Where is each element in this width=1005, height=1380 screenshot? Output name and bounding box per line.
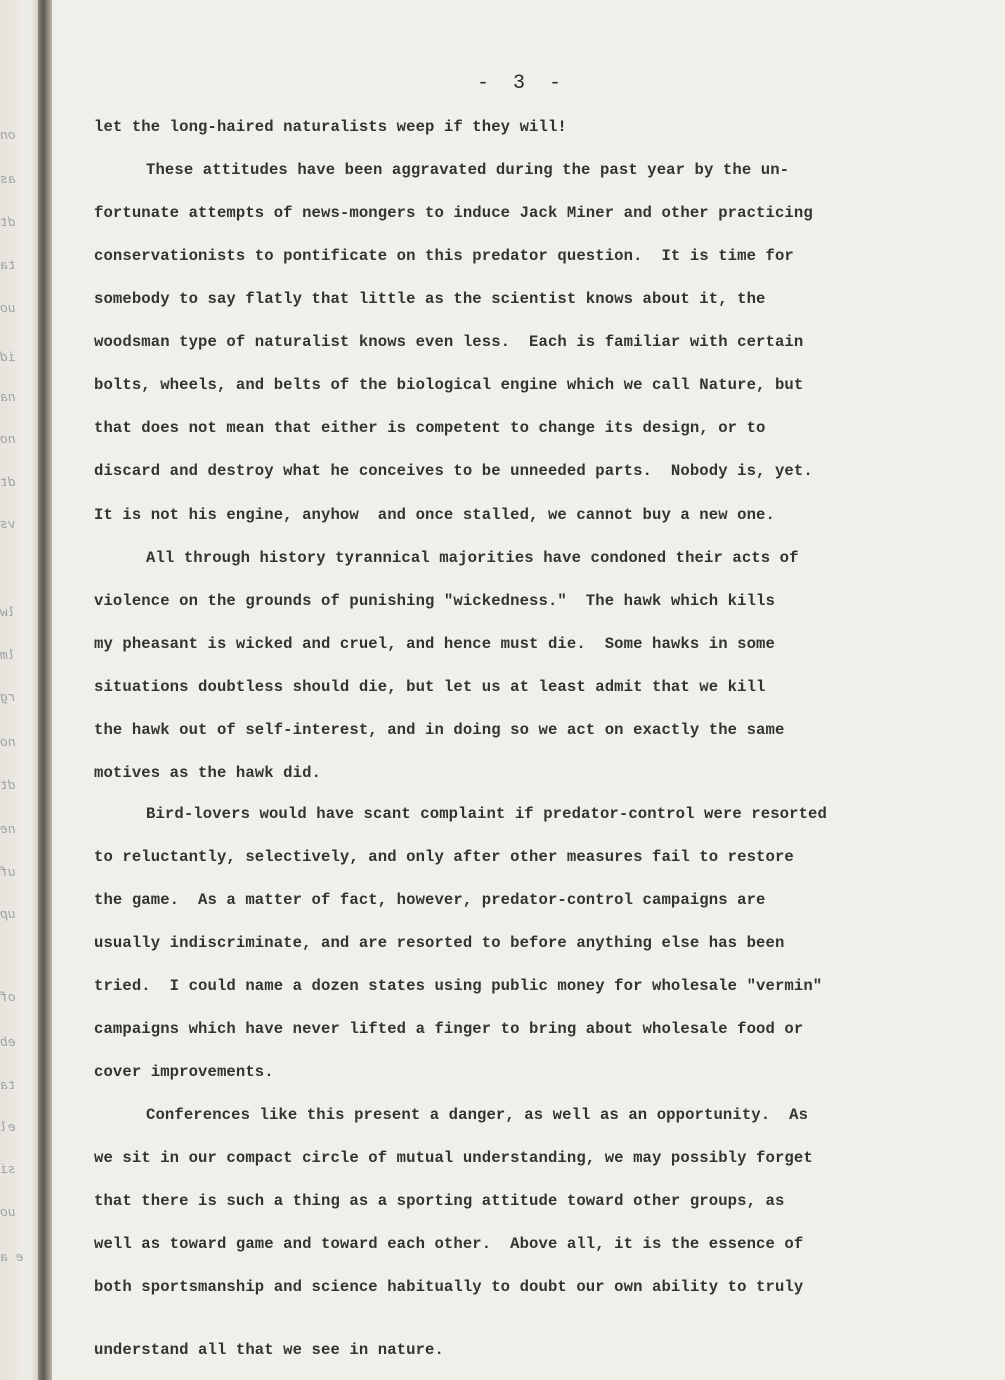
- bleed-through-text: eb: [0, 1035, 16, 1050]
- text-line: usually indiscriminate, and are resorted to before anything else has been: [94, 934, 785, 952]
- text-line: well as toward game and toward each other. Above all, it is the essence of: [94, 1235, 804, 1253]
- bleed-through-text: up: [0, 907, 16, 922]
- bleed-through-text: uo: [0, 301, 16, 316]
- text-line: somebody to say flatly that little as the scientist knows about it, the: [94, 290, 766, 308]
- bleed-through-text: dt: [0, 475, 16, 490]
- bleed-through-text: on: [0, 128, 16, 143]
- text-line: violence on the grounds of punishing "wickedness." The hawk which kills: [94, 592, 775, 610]
- bleed-through-text: dt: [0, 778, 16, 793]
- bleed-through-text: as: [0, 172, 16, 187]
- bleed-through-text: no: [0, 432, 16, 447]
- bleed-through-text: uo: [0, 1205, 16, 1220]
- text-line: motives as the hawk did.: [94, 764, 321, 782]
- text-line: both sportsmanship and science habitually to doubt our own ability to truly: [94, 1278, 804, 1296]
- bleed-through-text: si: [0, 1162, 16, 1177]
- bleed-through-text: dt: [0, 215, 16, 230]
- page-number: - 3 -: [476, 72, 567, 95]
- text-line: Bird-lovers would have scant complaint if predator-control were resorted: [146, 805, 827, 823]
- bleed-through-text: lm: [0, 648, 16, 663]
- text-line: fortunate attempts of news-mongers to induce Jack Miner and other practicing: [94, 204, 813, 222]
- bleed-through-text: uf: [0, 865, 16, 880]
- bleed-through-text: vs: [0, 517, 16, 532]
- bleed-through-text: ta: [0, 1078, 16, 1093]
- text-line: the game. As a matter of fact, however, predator-control campaigns are: [94, 891, 766, 909]
- text-line: bolts, wheels, and belts of the biological engine which we call Nature, but: [94, 376, 804, 394]
- text-line: conservationists to pontificate on this predator question. It is time for: [94, 247, 794, 265]
- bleed-through-text: of: [0, 990, 16, 1005]
- text-line: It is not his engine, anyhow and once stalled, we cannot buy a new one.: [94, 506, 775, 524]
- text-line: campaigns which have never lifted a finger to bring about wholesale food or: [94, 1020, 804, 1038]
- text-line: we sit in our compact circle of mutual understanding, we may possibly forget: [94, 1149, 813, 1167]
- text-line: that does not mean that either is competent to change its design, or to: [94, 419, 766, 437]
- bleed-through-text: no: [0, 735, 16, 750]
- text-line: situations doubtless should die, but let us at least admit that we kill: [94, 678, 766, 696]
- text-line: woodsman type of naturalist knows even less. Each is familiar with certain: [94, 333, 804, 351]
- text-line: let the long-haired naturalists weep if they will!: [94, 118, 567, 136]
- text-line: the hawk out of self-interest, and in doing so we act on exactly the same: [94, 721, 785, 739]
- typewritten-page: [52, 0, 1005, 1380]
- bleed-through-text: e a: [0, 1250, 24, 1265]
- text-line: to reluctantly, selectively, and only after other measures fail to restore: [94, 848, 794, 866]
- text-line: understand all that we see in nature.: [94, 1341, 444, 1359]
- bleed-through-text: el: [0, 1120, 16, 1135]
- bleed-through-text: id: [0, 350, 16, 365]
- bleed-through-text: ne: [0, 822, 16, 837]
- text-line: tried. I could name a dozen states using public money for wholesale "vermin": [94, 977, 823, 995]
- text-line: discard and destroy what he conceives to be unneeded parts. Nobody is, yet.: [94, 462, 813, 480]
- text-line: that there is such a thing as a sporting attitude toward other groups, as: [94, 1192, 785, 1210]
- bleed-through-text: na: [0, 390, 16, 405]
- bleed-through-text: ta: [0, 258, 16, 273]
- text-line: Conferences like this present a danger, as well as an opportunity. As: [146, 1106, 809, 1124]
- bleed-through-text: rg: [0, 690, 16, 705]
- bleed-through-text: lw: [0, 605, 16, 620]
- text-line: All through history tyrannical majorities have condoned their acts of: [146, 549, 799, 567]
- text-line: my pheasant is wicked and cruel, and hence must die. Some hawks in some: [94, 635, 775, 653]
- text-line: cover improvements.: [94, 1063, 274, 1081]
- text-line: These attitudes have been aggravated during the past year by the un-: [146, 161, 790, 179]
